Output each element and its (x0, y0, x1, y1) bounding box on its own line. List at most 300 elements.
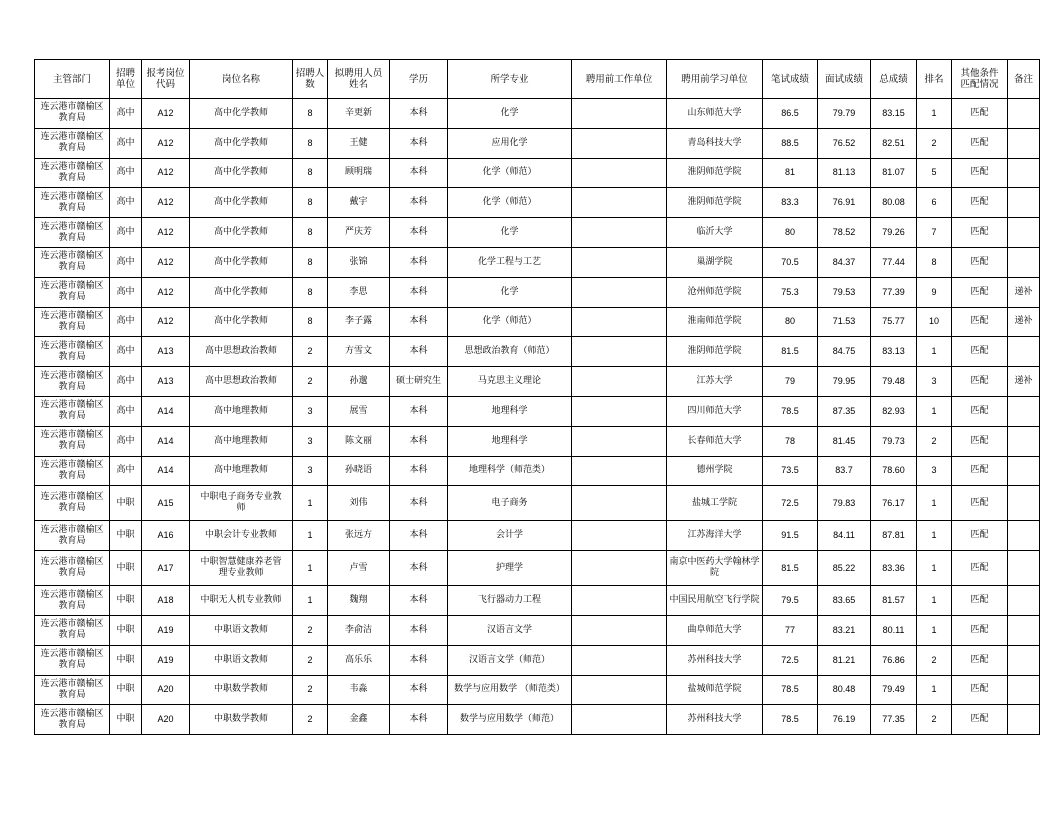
cell-conditions-match: 匹配 (952, 218, 1008, 248)
cell-conditions-match: 匹配 (952, 367, 1008, 397)
cell-major: 地理科学 (448, 426, 572, 456)
cell-interview-score: 76.91 (818, 188, 871, 218)
cell-prior-employer (572, 456, 667, 486)
cell-major: 应用化学 (448, 128, 572, 158)
cell-education: 本科 (390, 396, 448, 426)
cell-remarks (1008, 426, 1040, 456)
cell-prior-employer (572, 551, 667, 586)
cell-candidate-name: 张锦 (328, 247, 390, 277)
cell-prior-employer (572, 218, 667, 248)
cell-prior-school: 德州学院 (667, 456, 763, 486)
cell-conditions-match: 匹配 (952, 551, 1008, 586)
cell-unit: 高中 (110, 128, 142, 158)
cell-rank: 1 (917, 99, 952, 129)
cell-rank: 3 (917, 367, 952, 397)
cell-candidate-name: 孙邈 (328, 367, 390, 397)
cell-post-code: A19 (142, 645, 190, 675)
cell-department: 连云港市赣榆区 教育局 (35, 705, 110, 735)
cell-education: 本科 (390, 158, 448, 188)
cell-candidate-name: 韦淼 (328, 675, 390, 705)
cell-remarks (1008, 99, 1040, 129)
cell-written-score: 78.5 (763, 705, 818, 735)
cell-education: 本科 (390, 277, 448, 307)
cell-post-name: 中职电子商务专业教 师 (190, 486, 293, 521)
cell-quota: 8 (293, 99, 328, 129)
cell-post-code: A18 (142, 586, 190, 616)
cell-post-code: A12 (142, 218, 190, 248)
cell-post-name: 高中地理教师 (190, 426, 293, 456)
cell-remarks (1008, 396, 1040, 426)
cell-unit: 高中 (110, 188, 142, 218)
cell-department: 连云港市赣榆区 教育局 (35, 456, 110, 486)
cell-written-score: 79.5 (763, 586, 818, 616)
cell-department: 连云港市赣榆区 教育局 (35, 675, 110, 705)
cell-conditions-match: 匹配 (952, 99, 1008, 129)
cell-department: 连云港市赣榆区 教育局 (35, 586, 110, 616)
cell-prior-employer (572, 645, 667, 675)
cell-remarks (1008, 128, 1040, 158)
cell-total-score: 77.39 (871, 277, 917, 307)
cell-department: 连云港市赣榆区 教育局 (35, 158, 110, 188)
cell-post-code: A13 (142, 367, 190, 397)
cell-department: 连云港市赣榆区 教育局 (35, 188, 110, 218)
cell-interview-score: 79.83 (818, 486, 871, 521)
cell-prior-school: 中国民用航空飞行学院 (667, 586, 763, 616)
table-row (35, 128, 1040, 158)
table-row (35, 307, 1040, 337)
cell-quota: 8 (293, 188, 328, 218)
cell-written-score: 79 (763, 367, 818, 397)
cell-quota: 1 (293, 551, 328, 586)
cell-remarks (1008, 645, 1040, 675)
cell-conditions-match: 匹配 (952, 486, 1008, 521)
table-row (35, 247, 1040, 277)
cell-interview-score: 83.21 (818, 615, 871, 645)
table-row (35, 551, 1040, 586)
header-prior-employer: 聘用前工作单位 (572, 60, 667, 99)
cell-interview-score: 83.65 (818, 586, 871, 616)
cell-post-code: A14 (142, 426, 190, 456)
cell-rank: 8 (917, 247, 952, 277)
cell-candidate-name: 辛更新 (328, 99, 390, 129)
cell-post-name: 高中化学教师 (190, 277, 293, 307)
cell-department: 连云港市赣榆区 教育局 (35, 645, 110, 675)
cell-total-score: 78.60 (871, 456, 917, 486)
cell-education: 本科 (390, 551, 448, 586)
cell-total-score: 83.13 (871, 337, 917, 367)
cell-major: 汉语言文学（师范） (448, 645, 572, 675)
cell-quota: 3 (293, 396, 328, 426)
cell-unit: 中职 (110, 586, 142, 616)
cell-conditions-match: 匹配 (952, 307, 1008, 337)
cell-post-code: A12 (142, 277, 190, 307)
cell-candidate-name: 李俞洁 (328, 615, 390, 645)
header-education: 学历 (390, 60, 448, 99)
cell-unit: 高中 (110, 158, 142, 188)
cell-education: 本科 (390, 586, 448, 616)
cell-remarks: 递补 (1008, 367, 1040, 397)
cell-rank: 1 (917, 675, 952, 705)
cell-education: 本科 (390, 337, 448, 367)
cell-unit: 高中 (110, 337, 142, 367)
cell-interview-score: 84.75 (818, 337, 871, 367)
header-interview-score: 面试成绩 (818, 60, 871, 99)
cell-interview-score: 81.13 (818, 158, 871, 188)
cell-interview-score: 81.21 (818, 645, 871, 675)
cell-rank: 9 (917, 277, 952, 307)
cell-education: 本科 (390, 675, 448, 705)
cell-total-score: 83.36 (871, 551, 917, 586)
cell-remarks (1008, 337, 1040, 367)
cell-education: 本科 (390, 456, 448, 486)
cell-written-score: 73.5 (763, 456, 818, 486)
cell-interview-score: 76.19 (818, 705, 871, 735)
cell-prior-employer (572, 128, 667, 158)
cell-prior-employer (572, 247, 667, 277)
cell-candidate-name: 张远方 (328, 521, 390, 551)
cell-conditions-match: 匹配 (952, 277, 1008, 307)
header-total-score: 总成绩 (871, 60, 917, 99)
cell-post-name: 高中化学教师 (190, 218, 293, 248)
cell-rank: 10 (917, 307, 952, 337)
table-body (35, 99, 1040, 735)
cell-interview-score: 80.48 (818, 675, 871, 705)
header-candidate-name: 拟聘用人员 姓名 (328, 60, 390, 99)
cell-post-name: 中职无人机专业教师 (190, 586, 293, 616)
cell-major: 地理科学 (448, 396, 572, 426)
cell-written-score: 88.5 (763, 128, 818, 158)
cell-conditions-match: 匹配 (952, 645, 1008, 675)
cell-unit: 中职 (110, 615, 142, 645)
cell-candidate-name: 王健 (328, 128, 390, 158)
cell-post-name: 高中化学教师 (190, 128, 293, 158)
cell-candidate-name: 顾明瑞 (328, 158, 390, 188)
cell-interview-score: 85.22 (818, 551, 871, 586)
header-quota: 招聘人 数 (293, 60, 328, 99)
cell-major: 化学 (448, 99, 572, 129)
cell-post-code: A13 (142, 337, 190, 367)
cell-major: 地理科学（师范类） (448, 456, 572, 486)
cell-prior-school: 淮南师范学院 (667, 307, 763, 337)
cell-rank: 2 (917, 128, 952, 158)
cell-quota: 2 (293, 337, 328, 367)
header-post-code: 报考岗位 代码 (142, 60, 190, 99)
cell-total-score: 87.81 (871, 521, 917, 551)
cell-unit: 高中 (110, 396, 142, 426)
cell-major: 化学（师范） (448, 188, 572, 218)
cell-conditions-match: 匹配 (952, 675, 1008, 705)
cell-department: 连云港市赣榆区 教育局 (35, 277, 110, 307)
cell-remarks: 递补 (1008, 307, 1040, 337)
cell-quota: 2 (293, 675, 328, 705)
cell-prior-employer (572, 521, 667, 551)
cell-remarks (1008, 188, 1040, 218)
cell-prior-school: 南京中医药大学翰林学 院 (667, 551, 763, 586)
cell-candidate-name: 金鑫 (328, 705, 390, 735)
table-row (35, 586, 1040, 616)
table-row (35, 218, 1040, 248)
cell-candidate-name: 魏翔 (328, 586, 390, 616)
cell-candidate-name: 高乐乐 (328, 645, 390, 675)
cell-quota: 8 (293, 307, 328, 337)
cell-post-code: A17 (142, 551, 190, 586)
cell-prior-employer (572, 277, 667, 307)
cell-prior-employer (572, 675, 667, 705)
cell-prior-employer (572, 705, 667, 735)
cell-conditions-match: 匹配 (952, 456, 1008, 486)
cell-interview-score: 81.45 (818, 426, 871, 456)
cell-candidate-name: 卢雪 (328, 551, 390, 586)
cell-conditions-match: 匹配 (952, 615, 1008, 645)
cell-post-name: 中职数学教师 (190, 705, 293, 735)
cell-unit: 高中 (110, 367, 142, 397)
cell-post-name: 高中化学教师 (190, 158, 293, 188)
cell-interview-score: 84.37 (818, 247, 871, 277)
header-remarks: 备注 (1008, 60, 1040, 99)
header-major: 所学专业 (448, 60, 572, 99)
table-row (35, 426, 1040, 456)
header-department: 主管部门 (35, 60, 110, 99)
cell-education: 本科 (390, 521, 448, 551)
cell-rank: 1 (917, 586, 952, 616)
cell-remarks (1008, 218, 1040, 248)
table-row (35, 456, 1040, 486)
cell-department: 连云港市赣榆区 教育局 (35, 367, 110, 397)
cell-major: 护理学 (448, 551, 572, 586)
cell-remarks: 递补 (1008, 277, 1040, 307)
cell-written-score: 78.5 (763, 396, 818, 426)
cell-written-score: 81.5 (763, 337, 818, 367)
cell-post-code: A14 (142, 456, 190, 486)
cell-major: 数学与应用数学（师范） (448, 705, 572, 735)
cell-education: 本科 (390, 307, 448, 337)
cell-interview-score: 79.79 (818, 99, 871, 129)
cell-candidate-name: 方雪文 (328, 337, 390, 367)
cell-written-score: 91.5 (763, 521, 818, 551)
cell-rank: 1 (917, 486, 952, 521)
table-row (35, 396, 1040, 426)
cell-rank: 1 (917, 521, 952, 551)
cell-rank: 1 (917, 551, 952, 586)
table-row (35, 645, 1040, 675)
cell-prior-employer (572, 486, 667, 521)
cell-post-name: 高中地理教师 (190, 456, 293, 486)
cell-unit: 高中 (110, 307, 142, 337)
cell-conditions-match: 匹配 (952, 705, 1008, 735)
cell-major: 化学 (448, 277, 572, 307)
cell-post-name: 高中化学教师 (190, 307, 293, 337)
cell-total-score: 75.77 (871, 307, 917, 337)
cell-conditions-match: 匹配 (952, 396, 1008, 426)
cell-quota: 8 (293, 218, 328, 248)
cell-prior-school: 江苏海洋大学 (667, 521, 763, 551)
cell-conditions-match: 匹配 (952, 426, 1008, 456)
cell-department: 连云港市赣榆区 教育局 (35, 128, 110, 158)
cell-unit: 高中 (110, 426, 142, 456)
cell-prior-school: 临沂大学 (667, 218, 763, 248)
cell-total-score: 82.93 (871, 396, 917, 426)
cell-written-score: 78 (763, 426, 818, 456)
cell-prior-school: 苏州科技大学 (667, 705, 763, 735)
cell-department: 连云港市赣榆区 教育局 (35, 396, 110, 426)
cell-written-score: 75.3 (763, 277, 818, 307)
cell-remarks (1008, 551, 1040, 586)
cell-candidate-name: 严庆芳 (328, 218, 390, 248)
cell-education: 本科 (390, 99, 448, 129)
cell-quota: 2 (293, 645, 328, 675)
cell-department: 连云港市赣榆区 教育局 (35, 521, 110, 551)
cell-post-code: A12 (142, 307, 190, 337)
cell-post-code: A12 (142, 188, 190, 218)
cell-rank: 5 (917, 158, 952, 188)
cell-rank: 1 (917, 396, 952, 426)
cell-unit: 高中 (110, 277, 142, 307)
cell-remarks (1008, 705, 1040, 735)
cell-rank: 6 (917, 188, 952, 218)
cell-interview-score: 78.52 (818, 218, 871, 248)
recruitment-table (34, 59, 1040, 735)
cell-major: 电子商务 (448, 486, 572, 521)
cell-major: 思想政治教育（师范） (448, 337, 572, 367)
cell-total-score: 77.44 (871, 247, 917, 277)
cell-unit: 中职 (110, 521, 142, 551)
cell-total-score: 79.73 (871, 426, 917, 456)
cell-unit: 高中 (110, 218, 142, 248)
cell-education: 本科 (390, 705, 448, 735)
cell-unit: 中职 (110, 486, 142, 521)
cell-prior-employer (572, 158, 667, 188)
cell-post-name: 高中思想政治教师 (190, 367, 293, 397)
cell-conditions-match: 匹配 (952, 521, 1008, 551)
cell-unit: 中职 (110, 551, 142, 586)
table-row (35, 367, 1040, 397)
cell-prior-employer (572, 426, 667, 456)
header-conditions-match: 其他条件 匹配情况 (952, 60, 1008, 99)
cell-written-score: 77 (763, 615, 818, 645)
cell-major: 汉语言文学 (448, 615, 572, 645)
cell-prior-employer (572, 99, 667, 129)
cell-post-name: 中职智慧健康养老管 理专业教师 (190, 551, 293, 586)
cell-conditions-match: 匹配 (952, 337, 1008, 367)
cell-interview-score: 79.95 (818, 367, 871, 397)
cell-written-score: 70.5 (763, 247, 818, 277)
cell-education: 硕士研究生 (390, 367, 448, 397)
cell-rank: 2 (917, 645, 952, 675)
cell-prior-school: 盐城工学院 (667, 486, 763, 521)
cell-rank: 1 (917, 337, 952, 367)
cell-total-score: 81.07 (871, 158, 917, 188)
cell-remarks (1008, 521, 1040, 551)
cell-education: 本科 (390, 486, 448, 521)
cell-total-score: 80.08 (871, 188, 917, 218)
header-row (35, 60, 1040, 99)
cell-department: 连云港市赣榆区 教育局 (35, 307, 110, 337)
cell-written-score: 72.5 (763, 486, 818, 521)
table-row (35, 337, 1040, 367)
cell-remarks (1008, 675, 1040, 705)
cell-quota: 8 (293, 247, 328, 277)
cell-rank: 7 (917, 218, 952, 248)
table-row (35, 277, 1040, 307)
cell-post-code: A20 (142, 675, 190, 705)
cell-interview-score: 84.11 (818, 521, 871, 551)
cell-total-score: 81.57 (871, 586, 917, 616)
cell-remarks (1008, 158, 1040, 188)
cell-prior-school: 四川师范大学 (667, 396, 763, 426)
cell-major: 化学工程与工艺 (448, 247, 572, 277)
cell-department: 连云港市赣榆区 教育局 (35, 337, 110, 367)
table-row (35, 705, 1040, 735)
cell-prior-employer (572, 396, 667, 426)
cell-written-score: 80 (763, 218, 818, 248)
header-written-score: 笔试成绩 (763, 60, 818, 99)
cell-interview-score: 83.7 (818, 456, 871, 486)
cell-interview-score: 79.53 (818, 277, 871, 307)
table-row (35, 675, 1040, 705)
cell-prior-employer (572, 188, 667, 218)
cell-prior-employer (572, 615, 667, 645)
cell-major: 化学（师范） (448, 307, 572, 337)
header-post-name: 岗位名称 (190, 60, 293, 99)
cell-department: 连云港市赣榆区 教育局 (35, 247, 110, 277)
table-row (35, 521, 1040, 551)
cell-prior-employer (572, 337, 667, 367)
header-unit: 招聘 单位 (110, 60, 142, 99)
cell-conditions-match: 匹配 (952, 158, 1008, 188)
cell-remarks (1008, 486, 1040, 521)
cell-candidate-name: 陈文丽 (328, 426, 390, 456)
table-row (35, 486, 1040, 521)
cell-conditions-match: 匹配 (952, 247, 1008, 277)
table-row (35, 158, 1040, 188)
cell-rank: 2 (917, 426, 952, 456)
cell-department: 连云港市赣榆区 教育局 (35, 426, 110, 456)
cell-quota: 2 (293, 705, 328, 735)
cell-total-score: 79.26 (871, 218, 917, 248)
cell-written-score: 81.5 (763, 551, 818, 586)
cell-prior-employer (572, 367, 667, 397)
cell-department: 连云港市赣榆区 教育局 (35, 551, 110, 586)
cell-total-score: 79.48 (871, 367, 917, 397)
cell-unit: 中职 (110, 705, 142, 735)
cell-quota: 2 (293, 615, 328, 645)
cell-conditions-match: 匹配 (952, 128, 1008, 158)
cell-conditions-match: 匹配 (952, 586, 1008, 616)
cell-quota: 3 (293, 456, 328, 486)
cell-major: 会计学 (448, 521, 572, 551)
cell-candidate-name: 戴宇 (328, 188, 390, 218)
cell-written-score: 72.5 (763, 645, 818, 675)
cell-prior-employer (572, 586, 667, 616)
cell-post-code: A12 (142, 158, 190, 188)
cell-quota: 1 (293, 486, 328, 521)
cell-written-score: 80 (763, 307, 818, 337)
cell-prior-school: 山东师范大学 (667, 99, 763, 129)
cell-rank: 1 (917, 615, 952, 645)
cell-candidate-name: 李子露 (328, 307, 390, 337)
header-rank: 排名 (917, 60, 952, 99)
cell-education: 本科 (390, 426, 448, 456)
cell-prior-school: 巢湖学院 (667, 247, 763, 277)
cell-total-score: 76.17 (871, 486, 917, 521)
cell-interview-score: 87.35 (818, 396, 871, 426)
cell-education: 本科 (390, 188, 448, 218)
cell-department: 连云港市赣榆区 教育局 (35, 99, 110, 129)
cell-unit: 高中 (110, 99, 142, 129)
cell-post-code: A19 (142, 615, 190, 645)
cell-rank: 2 (917, 705, 952, 735)
cell-education: 本科 (390, 615, 448, 645)
